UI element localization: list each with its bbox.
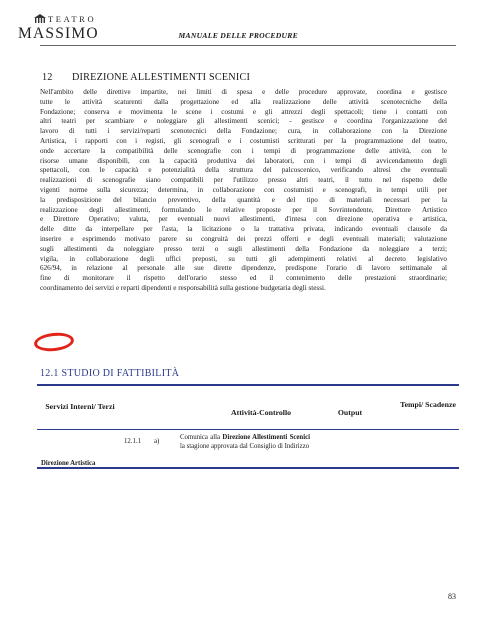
table-cell-code: 12.1.1 xyxy=(124,438,141,445)
paragraph-line: la predisposizione del bilancio preventivo, della quantità e del tipo di materiali necessari per la xyxy=(40,195,447,204)
paragraph-line: realizzazioni di scenografie siano compatibili per l'utilizzo presso altri teatri, il tutto nel rispetto delle xyxy=(40,176,447,185)
activity-text-bold: Direzione Allestimenti Scenici xyxy=(222,434,310,441)
column-header-servizi: Servizi Interni/ Terzi xyxy=(45,402,115,411)
red-circle-annotation xyxy=(33,331,75,353)
column-header-output: Output xyxy=(337,408,363,417)
logo-teatro-text: TEATRO xyxy=(48,14,97,24)
teatro-massimo-logo xyxy=(18,14,128,48)
subsection-heading: 12.1 STUDIO DI FATTIBILITÀ xyxy=(40,368,180,379)
page-number: 83 xyxy=(448,592,456,601)
paragraph-line: altri teatri per scambiare e noleggiare gli allestimenti scenici; - gestisce e coordina l'organizzazione del xyxy=(40,117,447,126)
paragraph-line: e Direttore Operativo; valuta, per eventuali nuovi allestimenti, d'intesa con direzione operativa e artistica, xyxy=(40,215,447,224)
paragraph-line: spettacoli, con le capacità e potenzialità della struttura del palcoscenico, verificando altresì che eventuali xyxy=(40,166,447,175)
paragraph-line: Artistica, i rapporti con i registi, gli scenografi e i costumisti scritturati per la programmazione del teatro, xyxy=(40,136,447,145)
activity-text-pre: Comunica alla xyxy=(180,434,223,441)
paragraph-line: onde accertare la compatibilità delle scenografie con i tempi di programmazione delle attività, con le xyxy=(40,146,447,155)
logo-massimo-text: MASSIMO xyxy=(18,25,99,42)
paragraph-line: vigenti norme sulla sicurezza; determina, in collaborazione con costumisti e scenografi, in tempi utili per xyxy=(40,185,447,194)
paragraph-line: sugli allestimenti da noleggiare presso terzi o sugli allestimenti della Fondazione da noleggiare a terzi; xyxy=(40,244,447,253)
paragraph-line: realizzazione degli allestimenti, formulando le relative proposte per il Sovrintendente, Direttore Artistico xyxy=(40,205,447,214)
header-divider xyxy=(40,45,456,46)
section-body-paragraph xyxy=(40,88,447,294)
paragraph-line: coordinamento dei servizi e reparti dipendenti e responsabilità sulla gestione budgetaria degli stessi. xyxy=(40,283,326,292)
paragraph-line: Fondazione; conserva e movimenta le scene i costumi e gli attrezzi degli spettacoli; tiene i contatti con xyxy=(40,107,447,116)
paragraph-line: risorse umane disponibili, con la capacità produttiva dei laboratori, con i tempi di avvicendamento degli xyxy=(40,156,447,165)
table-cell-activity xyxy=(180,433,310,451)
section-title: DIREZIONE ALLESTIMENTI SCENICI xyxy=(72,72,251,83)
column-header-tempi: Tempi/ Scadenze xyxy=(400,400,456,409)
paragraph-line: 626/94, in relazione al personale alle sue dirette dipendenze, predispone l'orario di lavoro settimanale al xyxy=(40,264,447,273)
table-cell-servizio: Direzione Artistica xyxy=(41,460,96,467)
table-header-rule xyxy=(37,429,459,430)
paragraph-line: vigila, in collaborazione degli uffici preposti, su tutti gli adempimenti relativi al decreto legislativo xyxy=(40,254,447,263)
temple-icon xyxy=(34,14,46,24)
activity-text-post: la stagione approvata dal Consiglio di Indirizzo xyxy=(180,443,310,450)
table-top-rule xyxy=(37,384,459,386)
paragraph-line: tutte le attività scaturenti dalla progettazione ed alla realizzazione delle attività scenotecniche della xyxy=(40,97,447,106)
section-heading xyxy=(42,72,250,83)
table-bottom-rule xyxy=(37,467,459,469)
paragraph-line: delle ditte da interpellare per l'asta, la licitazione o la trattativa privata, indicando eventuali clausole da xyxy=(40,225,447,234)
column-header-attivita: Attività-Controllo xyxy=(230,408,292,417)
table-cell-letter: a) xyxy=(154,438,160,445)
paragraph-line: fine di monitorare il rispetto dell'orario stesso ed il contenimento delle prestazioni straordinarie; xyxy=(40,274,447,283)
paragraph-line: lavoro di tutti i servizi/reparti scenotecnici della Fondazione; cura, in collaborazione con la Direzione xyxy=(40,127,447,136)
section-number: 12 xyxy=(42,72,53,83)
paragraph-line: inserire e esprimendo motivato parere su congruità dei prezzi offerti e degli eventuali materiali; valutazione xyxy=(40,234,447,243)
paragraph-line: Nell'ambito delle direttive impartite, nei limiti di spesa e delle procedure approvate, coordina e gestisce xyxy=(40,88,447,96)
document-header-title: MANUALE DELLE PROCEDURE xyxy=(178,31,298,40)
